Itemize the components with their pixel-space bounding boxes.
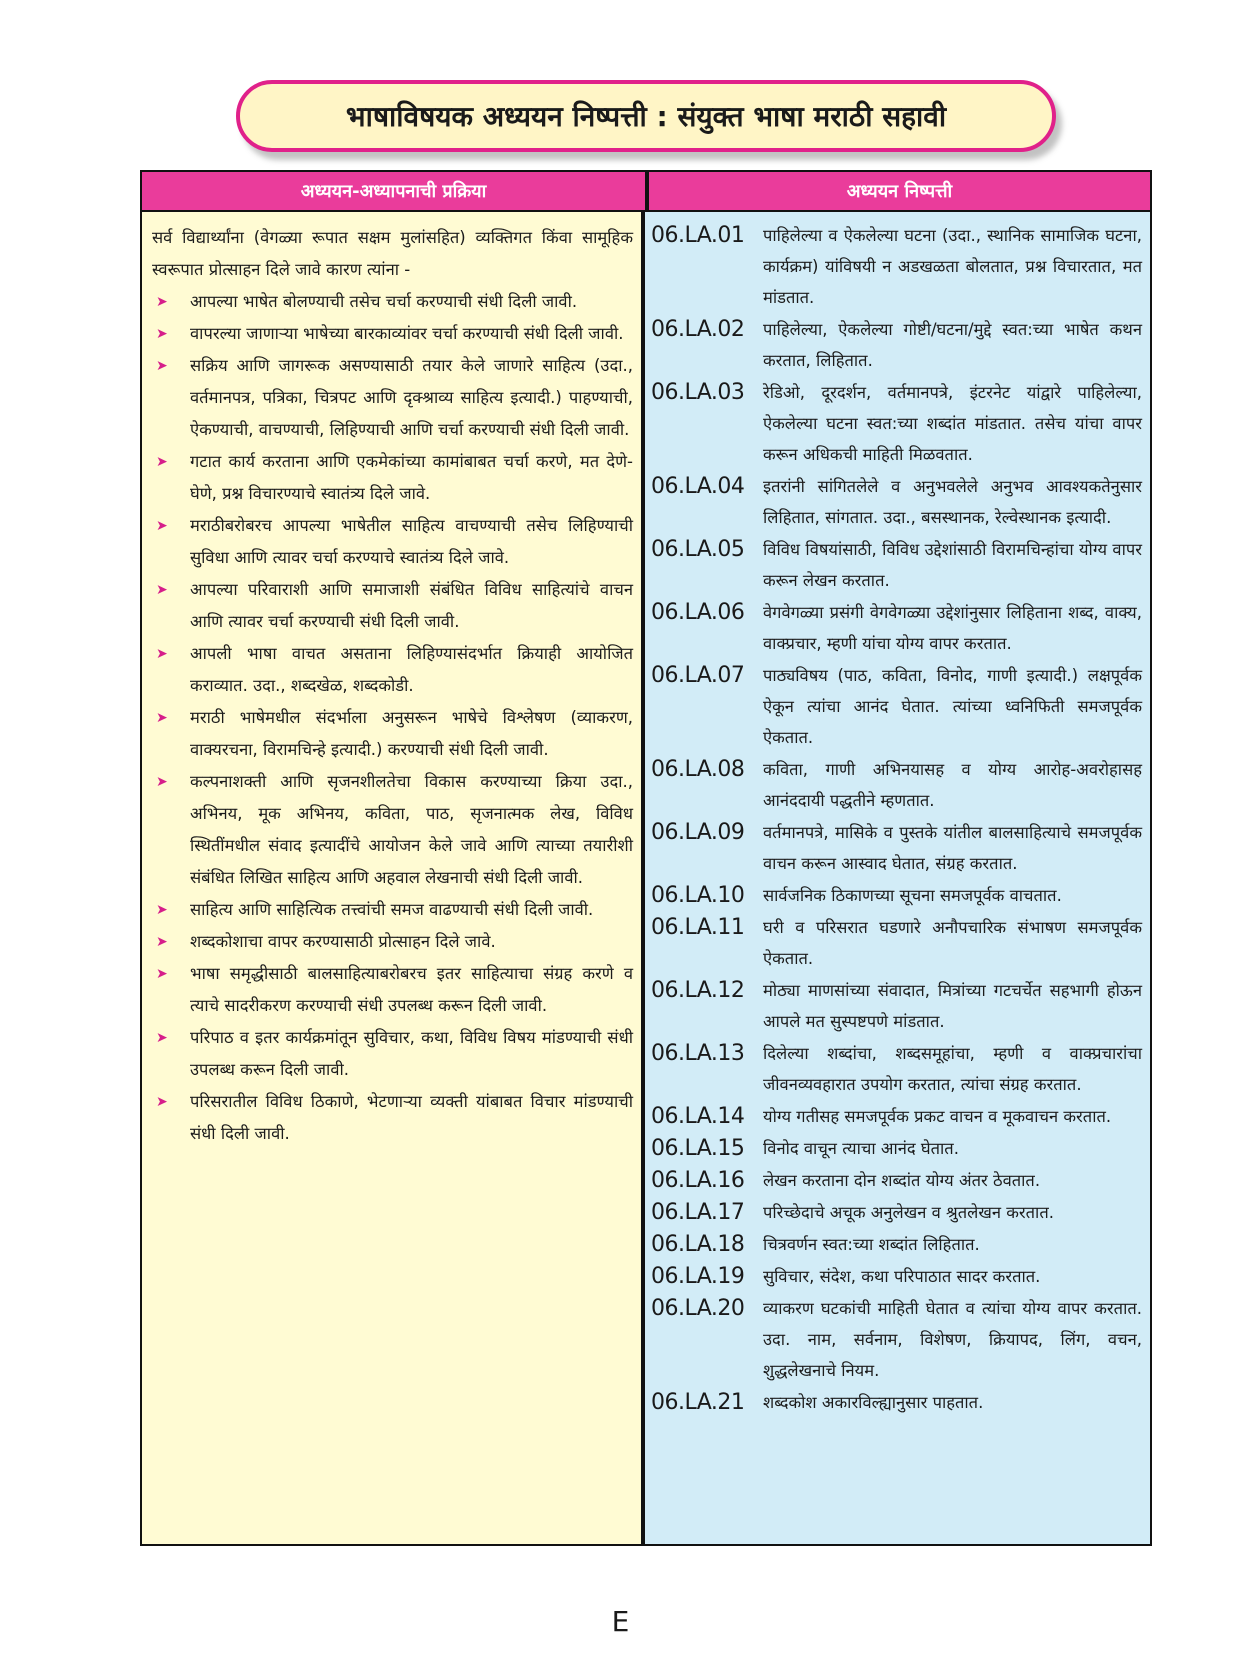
arrow-bullet-icon: ➤	[156, 646, 168, 662]
arrow-bullet-icon: ➤	[156, 358, 168, 374]
outcome-code: 06.LA.20	[651, 1296, 745, 1321]
table-header	[142, 172, 1150, 212]
list-item-text: साहित्य आणि साहित्यिक तत्त्वांची समज वाढण्याची संधी दिली जावी.	[190, 900, 594, 919]
table-row	[651, 975, 1142, 1037]
list-item-text: कल्पनाशक्ती आणि सृजनशीलतेचा विकास करण्याच्या क्रिया उदा., अभिनय, मूक अभिनय, कविता, पाठ, सृजनात्मक लेख, विविध स्थितींमधील संवाद इत्यादींचे आयोजन केले जावे आणि त्याच्या तयारीशी संबंधित लिखित साहित्य आणि अहवाल लेखनाची संधी दिली जावी.	[190, 772, 633, 887]
list-item-text: भाषा समृद्धीसाठी बालसाहित्याबरोबरच इतर साहित्याचा संग्रह करणे व त्याचे सादरीकरण करण्याची संधी उपलब्ध करून दिली जावी.	[190, 964, 633, 1015]
list-item-text: आपली भाषा वाचत असताना लिहिण्यासंदर्भात क्रियाही आयोजित कराव्यात. उदा., शब्दखेळ, शब्दकोडी.	[190, 644, 633, 695]
list-item	[152, 638, 633, 702]
table-row	[651, 1133, 1142, 1164]
outcome-code: 06.LA.12	[651, 978, 745, 1003]
process-intro: सर्व विद्यार्थ्यांना (वेगळ्या रूपात सक्षम मुलांसहित) व्यक्तिगत किंवा सामूहिक स्वरूपात प्रोत्साहन दिले जावे कारण त्यांना -	[152, 228, 633, 279]
outcome-text: लेखन करताना दोन शब्दांत योग्य अंतर ठेवतात.	[763, 1171, 1041, 1190]
outcome-code: 06.LA.08	[651, 757, 745, 782]
table-row	[651, 314, 1142, 376]
outcome-code: 06.LA.21	[651, 1390, 745, 1415]
list-item	[152, 446, 633, 510]
arrow-bullet-icon: ➤	[156, 966, 168, 982]
outcome-text: विविध विषयांसाठी, विविध उद्देशांसाठी विरामचिन्हांचा योग्य वापर करून लेखन करतात.	[763, 540, 1142, 590]
list-item-text: मराठीबरोबरच आपल्या भाषेतील साहित्य वाचण्याची तसेच लिहिण्याची सुविधा आणि त्यावर चर्चा करण्याचे स्वातंत्र्य दिले जावे.	[190, 516, 633, 567]
outcome-code: 06.LA.04	[651, 474, 745, 499]
outcome-text: दिलेल्या शब्दांचा, शब्दसमूहांचा, म्हणी व वाक्प्रचारांचा जीवनव्यवहारात उपयोग करतात, त्यांचा संग्रह करतात.	[763, 1044, 1142, 1094]
page-title: भाषाविषयक अध्ययन निष्पत्ती : संयुक्त भाषा मराठी सहावी	[236, 80, 1056, 152]
process-column	[142, 212, 645, 1544]
list-item	[152, 286, 633, 318]
outcome-code: 06.LA.03	[651, 380, 745, 405]
outcome-text: इतरांनी सांगितलेले व अनुभवलेले अनुभव आवश्यकतेनुसार लिहितात, सांगतात. उदा., बसस्थानक, रेल्वेस्थानक इत्यादी.	[763, 477, 1142, 527]
outcome-text: सार्वजनिक ठिकाणच्या सूचना समजपूर्वक वाचतात.	[763, 886, 1062, 905]
outcome-text: व्याकरण घटकांची माहिती घेतात व त्यांचा योग्य वापर करतात. उदा. नाम, सर्वनाम, विशेषण, क्रियापद, लिंग, वचन, शुद्धलेखनाचे नियम.	[763, 1299, 1142, 1380]
list-item-text: मराठी भाषेमधील संदर्भाला अनुसरून भाषेचे विश्लेषण (व्याकरण, वाक्यरचना, विरामचिन्हे इत्यादी.) करण्याची संधी दिली जावी.	[190, 708, 633, 759]
arrow-bullet-icon: ➤	[156, 1094, 168, 1110]
outcome-text: कविता, गाणी अभिनयासह व योग्य आरोह-अवरोहासह आनंददायी पद्धतीने म्हणतात.	[763, 760, 1142, 810]
table-row	[651, 1293, 1142, 1386]
table-row	[651, 377, 1142, 470]
table-row	[651, 1261, 1142, 1292]
arrow-bullet-icon: ➤	[156, 710, 168, 726]
outcome-text: चित्रवर्णन स्वत:च्या शब्दांत लिहितात.	[763, 1235, 980, 1254]
table-row	[651, 597, 1142, 659]
list-item	[152, 510, 633, 574]
list-item	[152, 958, 633, 1022]
list-item	[152, 766, 633, 894]
table-row	[651, 817, 1142, 879]
list-item-text: शब्दकोशाचा वापर करण्यासाठी प्रोत्साहन दिले जावे.	[190, 932, 496, 951]
list-item	[152, 318, 633, 350]
outcome-code: 06.LA.19	[651, 1264, 745, 1289]
table-row	[651, 1101, 1142, 1132]
outcome-code: 06.LA.05	[651, 537, 745, 562]
outcome-code: 06.LA.14	[651, 1104, 745, 1129]
list-item	[152, 1022, 633, 1086]
outcome-text: परिच्छेदाचे अचूक अनुलेखन व श्रुतलेखन करतात.	[763, 1203, 1054, 1222]
outcome-text: वर्तमानपत्रे, मासिके व पुस्तके यांतील बालसाहित्याचे समजपूर्वक वाचन करून आस्वाद घेतात, संग्रह करतात.	[763, 823, 1142, 873]
table-row	[651, 471, 1142, 533]
table-row	[651, 912, 1142, 974]
list-item	[152, 702, 633, 766]
outcome-code: 06.LA.18	[651, 1232, 745, 1257]
outcome-text: घरी व परिसरात घडणारे अनौपचारिक संभाषण समजपूर्वक ऐकतात.	[763, 918, 1142, 968]
outcome-text: सुविचार, संदेश, कथा परिपाठात सादर करतात.	[763, 1267, 1041, 1286]
table-row	[651, 220, 1142, 313]
outcome-text: योग्य गतीसह समजपूर्वक प्रकट वाचन व मूकवाचन करतात.	[763, 1107, 1112, 1126]
outcome-text: पाहिलेल्या व ऐकलेल्या घटना (उदा., स्थानिक सामाजिक घटना, कार्यक्रम) यांविषयी न अडखळता बोलतात, प्रश्न विचारतात, मत मांडतात.	[763, 226, 1142, 307]
list-item-text: वापरल्या जाणाऱ्या भाषेच्या बारकाव्यांवर चर्चा करण्याची संधी दिली जावी.	[190, 324, 624, 343]
table-row	[651, 1197, 1142, 1228]
list-item-text: आपल्या परिवाराशी आणि समाजाशी संबंधित विविध साहित्यांचे वाचन आणि त्यावर चर्चा करण्याची संधी दिली जावी.	[190, 580, 633, 631]
arrow-bullet-icon: ➤	[156, 518, 168, 534]
outcome-text: वेगवेगळ्या प्रसंगी वेगवेगळ्या उद्देशांनुसार लिहिताना शब्द, वाक्य, वाक्प्रचार, म्हणी यांचा योग्य वापर करतात.	[763, 603, 1142, 653]
table-row	[651, 1165, 1142, 1196]
outcomes-table	[140, 170, 1152, 1546]
outcome-code: 06.LA.16	[651, 1168, 745, 1193]
outcome-text: शब्दकोश अकारविल्ह्यानुसार पाहतात.	[763, 1393, 984, 1412]
table-row	[651, 660, 1142, 753]
list-item	[152, 350, 633, 446]
arrow-bullet-icon: ➤	[156, 582, 168, 598]
outcome-code: 06.LA.07	[651, 663, 745, 688]
list-item	[152, 926, 633, 958]
outcome-text: विनोद वाचून त्याचा आनंद घेतात.	[763, 1139, 959, 1158]
table-row	[651, 880, 1142, 911]
outcomes-column	[645, 212, 1150, 1544]
list-item-text: आपल्या भाषेत बोलण्याची तसेच चर्चा करण्याची संधी दिली जावी.	[190, 292, 578, 311]
arrow-bullet-icon: ➤	[156, 326, 168, 342]
table-row	[651, 1387, 1142, 1418]
list-item	[152, 574, 633, 638]
arrow-bullet-icon: ➤	[156, 902, 168, 918]
arrow-bullet-icon: ➤	[156, 1030, 168, 1046]
list-item-text: परिसरातील विविध ठिकाणे, भेटणाऱ्या व्यक्ती यांबाबत विचार मांडण्याची संधी दिली जावी.	[190, 1092, 633, 1143]
outcome-code: 06.LA.06	[651, 600, 745, 625]
list-item-text: गटात कार्य करताना आणि एकमेकांच्या कामांबाबत चर्चा करणे, मत देणे-घेणे, प्रश्न विचारण्याचे स्वातंत्र्य दिले जावे.	[190, 452, 633, 503]
outcome-code: 06.LA.11	[651, 915, 745, 940]
arrow-bullet-icon: ➤	[156, 774, 168, 790]
list-item-text: सक्रिय आणि जागरूक असण्यासाठी तयार केले जाणारे साहित्य (उदा., वर्तमानपत्र, पत्रिका, चित्रपट आणि दृक्श्राव्य साहित्य इत्यादी.) पाहण्याची, ऐकण्याची, वाचण्याची, लिहिण्याची आणि चर्चा करण्याची संधी दिली जावी.	[190, 356, 633, 439]
outcome-code: 06.LA.09	[651, 820, 745, 845]
outcome-code: 06.LA.13	[651, 1041, 745, 1066]
outcome-code: 06.LA.10	[651, 883, 745, 908]
outcome-text: मोठ्या माणसांच्या संवादात, मित्रांच्या गटचर्चेत सहभागी होऊन आपले मत सुस्पष्टपणे मांडतात.	[763, 981, 1142, 1031]
outcome-text: पाहिलेल्या, ऐकलेल्या गोष्टी/घटना/मुद्दे स्वत:च्या भाषेत कथन करतात, लिहितात.	[763, 320, 1142, 370]
table-row	[651, 1038, 1142, 1100]
table-row	[651, 754, 1142, 816]
outcome-code: 06.LA.02	[651, 317, 745, 342]
page-number: E	[611, 1605, 630, 1638]
arrow-bullet-icon: ➤	[156, 294, 168, 310]
list-item	[152, 1086, 633, 1150]
outcome-text: पाठ्यविषय (पाठ, कविता, विनोद, गाणी इत्यादी.) लक्षपूर्वक ऐकून त्यांचा आनंद घेतात. त्यांच्या ध्वनिफिती समजपूर्वक ऐकतात.	[763, 666, 1142, 747]
list-item	[152, 894, 633, 926]
outcome-code: 06.LA.17	[651, 1200, 745, 1225]
table-row	[651, 534, 1142, 596]
header-process: अध्ययन-अध्यापनाची प्रक्रिया	[142, 172, 649, 210]
outcomes-list	[651, 220, 1142, 1418]
outcome-code: 06.LA.01	[651, 223, 745, 248]
list-item-text: परिपाठ व इतर कार्यक्रमांतून सुविचार, कथा, विविध विषय मांडण्याची संधी उपलब्ध करून दिली जावी.	[190, 1028, 633, 1079]
arrow-bullet-icon: ➤	[156, 934, 168, 950]
process-list	[152, 286, 633, 1150]
outcome-code: 06.LA.15	[651, 1136, 745, 1161]
outcome-text: रेडिओ, दूरदर्शन, वर्तमानपत्रे, इंटरनेट यांद्वारे पाहिलेल्या, ऐकलेल्या घटना स्वत:च्या शब्दांत मांडतात. तसेच यांचा वापर करून अधिकची माहिती मिळवतात.	[763, 383, 1142, 464]
arrow-bullet-icon: ➤	[156, 454, 168, 470]
table-row	[651, 1229, 1142, 1260]
header-outcomes: अध्ययन निष्पत्ती	[649, 172, 1150, 210]
